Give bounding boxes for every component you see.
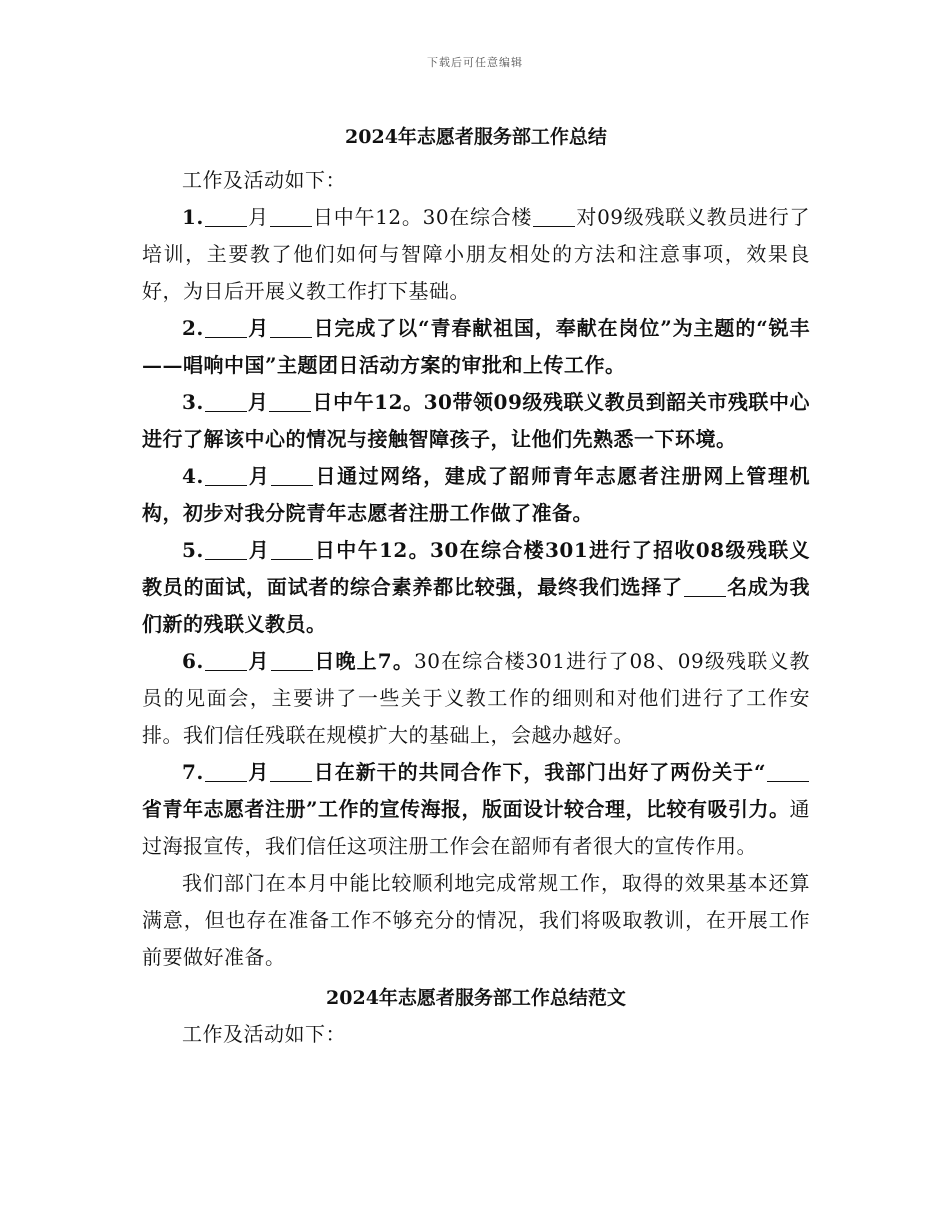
item-1-text-b: 日中午12。30在综合楼 [312, 205, 533, 229]
item-4-text-b: 日通过网络，建成了韶师青年志愿者注册网上管理机构，初步对我分院青年志愿者注册工作做了准备。 [142, 464, 811, 525]
item-6-text-b: 日晚上7。 [313, 649, 415, 673]
intro-paragraph: 工作及活动如下： [182, 168, 346, 192]
item-5-text-b: 日中午12。30在综合楼301进行了招收08级残联义教员的面试，面试者的综合素养都比较强，最终我们选择了 [142, 538, 810, 599]
item-3-text-a: 月 [247, 390, 269, 414]
blank-line [767, 761, 809, 782]
item-5-text-a: 月 [247, 538, 271, 562]
item-5-number: 5. [182, 538, 204, 562]
blank-line [270, 317, 312, 338]
item-6-paragraph [142, 643, 810, 754]
blank-line [533, 206, 575, 227]
blank-line [270, 206, 312, 227]
item-7-text-b: 日在新干的共同合作下，我部门出好了两份关于“ [313, 760, 767, 784]
document-body [142, 118, 810, 1053]
second-intro-paragraph: 工作及活动如下： [182, 1022, 346, 1046]
item-1-number: 1. [182, 205, 204, 229]
blank-line [205, 317, 247, 338]
item-7-paragraph [142, 754, 810, 865]
item-6-text-c: 30在综合楼301进行了08、09级残联义教员的见面会，主要讲了一些关于义教工作的细则和对他们进行了工作安排。我们信任残联在规模扩大的基础上，会越办越好。 [142, 649, 811, 747]
item-3-text-b: 日中午12。30带领09级残联义教员到韶关市残联中心进行了解该中心的情况与接触智障孩子，让他们先熟悉一下环境。 [142, 390, 811, 451]
item-2-paragraph [142, 310, 810, 384]
item-6-text-a: 月 [247, 649, 270, 673]
header-note: 下载后可任意编辑 [427, 56, 523, 69]
item-2-text-a: 月 [247, 316, 270, 340]
blank-line [205, 539, 247, 560]
item-2-text-b: 日完成了以“青春献祖国，奉献在岗位”为主题的“锐丰——唱响中国”主题团日活动方案的审批和上传工作。 [142, 316, 811, 377]
item-4-number: 4. [182, 464, 204, 488]
blank-line [271, 465, 313, 486]
blank-line [271, 539, 313, 560]
blank-line [270, 761, 312, 782]
conclusion-paragraph: 我们部门在本月中能比较顺利地完成常规工作，取得的效果基本还算满意，但也存在准备工作不够充分的情况，我们将吸取教训，在开展工作前要做好准备。 [142, 871, 810, 969]
item-6-number: 6. [182, 649, 204, 673]
item-7-text-c: 省青年志愿者注册”工作的宣传海报，版面设计较合理，比较有吸引力。 [142, 797, 790, 821]
blank-line [205, 761, 247, 782]
item-4-paragraph [142, 458, 810, 532]
item-2-number: 2. [182, 316, 204, 340]
item-4-text-a: 月 [247, 464, 271, 488]
item-3-number: 3. [182, 390, 204, 414]
item-1-paragraph [142, 199, 810, 310]
item-7-text-a: 月 [247, 760, 270, 784]
item-1-text-a: 月 [247, 205, 269, 229]
blank-line [271, 650, 313, 671]
blank-line [205, 206, 247, 227]
item-7-number: 7. [182, 760, 204, 784]
second-title: 2024年志愿者服务部工作总结范文 [326, 987, 626, 1009]
item-7-text-d: 通过海报宣传，我们信任这项注册工作会在韶师有者很大的宣传作用。 [142, 797, 811, 858]
blank-line [205, 391, 247, 412]
blank-line [205, 650, 247, 671]
item-5-paragraph [142, 532, 810, 643]
item-3-paragraph [142, 384, 810, 458]
blank-line [269, 391, 311, 412]
item-5-text-c: 名成为我们新的残联义教员。 [142, 575, 811, 636]
item-1-text-c: 对09级残联义教员进行了培训，主要教了他们如何与智障小朋友相处的方法和注意事项，效果良好，为日后开展义教工作打下基础。 [142, 205, 810, 303]
document-title: 2024年志愿者服务部工作总结 [345, 126, 607, 148]
blank-line [205, 465, 247, 486]
blank-line [684, 576, 726, 597]
